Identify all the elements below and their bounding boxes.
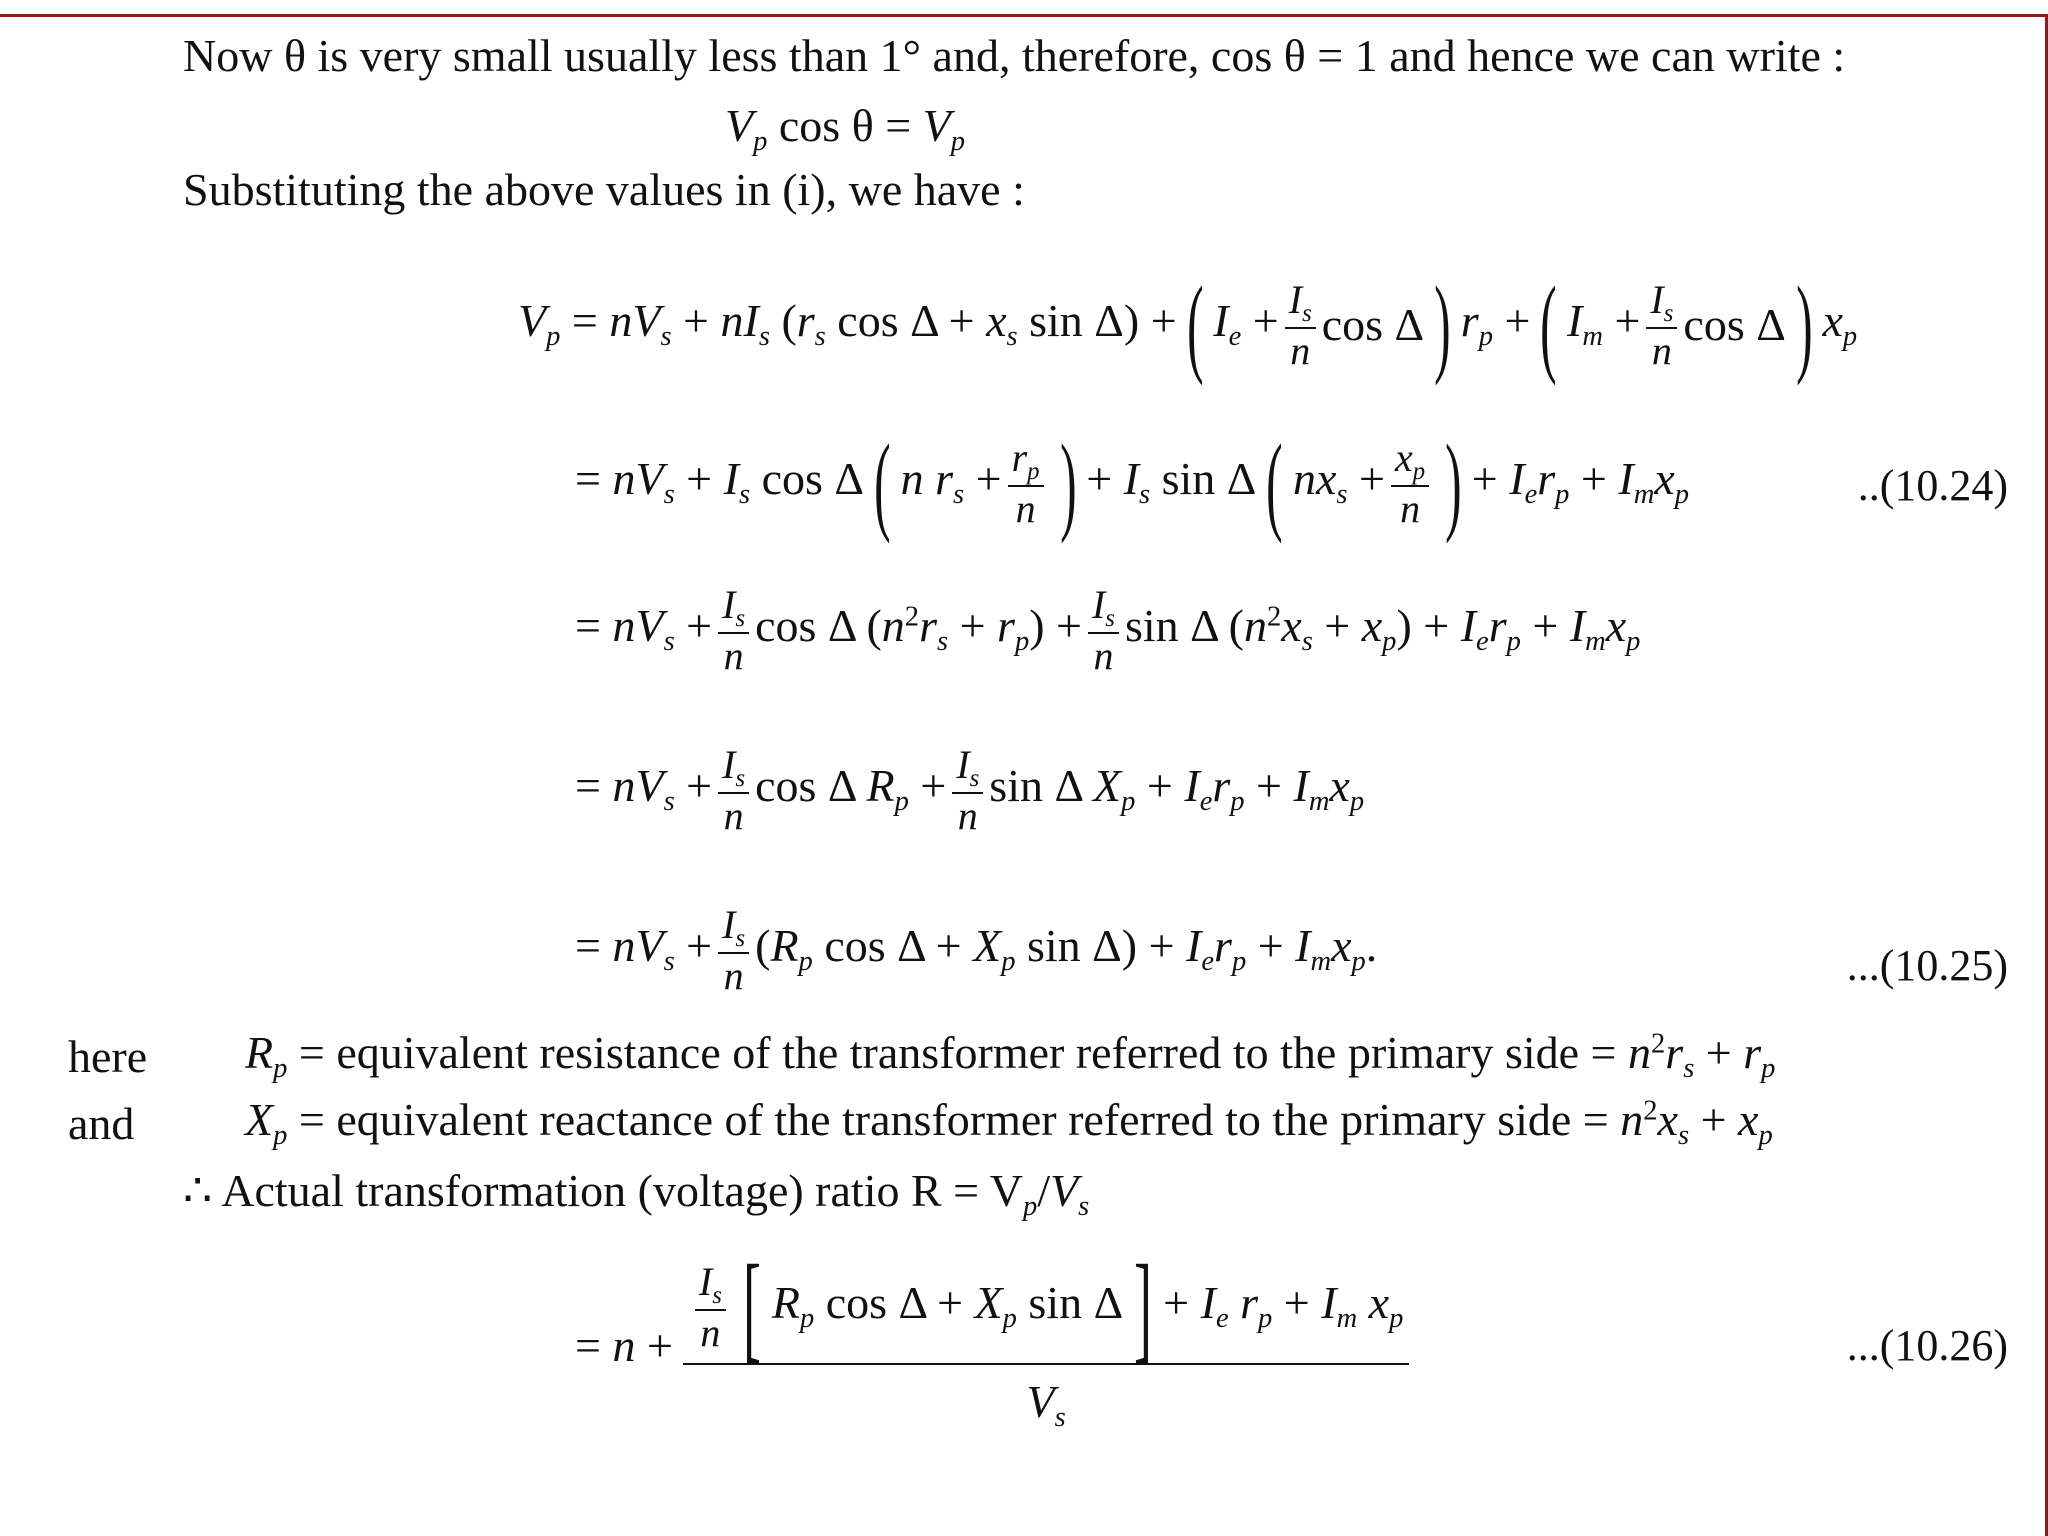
equation-number-10-26: ...(10.26) — [1846, 1321, 2008, 1370]
intro-equation-vp-cos: $V_p$ $\cos \theta = V_p$ — [725, 100, 966, 158]
intro-line-1: Now θ is very small usually less than 1° and, therefore, cos θ = 1 and hence we can write : — [183, 30, 1846, 81]
equation-10-24: = $nV_s + I_s$ cos Δ ( n $r_s$ + $\frac{r_p}{n}$ ) + $I_s$ sin Δ ( $nx_s$ + $\frac{x_p}{n}$ ) + $I_er_p + I_mx_p$ — [575, 422, 1689, 544]
equation-10-25: = $nV_s$ + $\frac{I_s}{n}$ ($R_p$ $\cos \Delta + X_p$ $\sin \Delta) + I_er_p + I_mx_p$. — [575, 901, 1378, 999]
equation-10-26: = n + $\frac{I_s}{n}$ [ $R_p$ $\cos \Delta + X_p$ sin Δ ] + $I_e$ $r_p + I_m$ $x_p$ $V_s$ — [575, 1236, 1409, 1456]
equation-vp-expanded: $V_p = nV_s + nI_s$ ($r_s$ $\cos \Delta + x_s$ sin Δ) + ( $I_e$ + $\frac{I_s}{n}$ cos Δ ) $r_p$ + ( $I_m$ + $\frac{I_s}{n}$ cos Δ ) $x_p$ — [518, 264, 1858, 386]
equation-line-4: = $nV_s$ + $\frac{I_s}{n}$ cos Δ $R_p$ + $\frac{I_s}{n}$ sin Δ $X_p + I_er_p + I_mx_p$ — [575, 741, 1365, 839]
definition-rp: $R_p$ = equivalent resistance of the transformer referred to the primary side = $n^2r_s + r_p$ — [245, 1027, 1776, 1085]
intro-line-3: Substituting the above values in (i), we have : — [183, 164, 1025, 215]
actual-ratio-statement: ∴ Actual transformation (voltage) ratio $R = V_p/V_s$ — [183, 1165, 1090, 1223]
equation-number-10-24: ..(10.24) — [1857, 461, 2008, 510]
definition-xp: $X_p$ = equivalent reactance of the transformer referred to the primary side = $n^2x_s + x_p$ — [245, 1094, 1773, 1152]
label-here: here — [68, 1031, 148, 1082]
equation-line-3: = $nV_s$ + $\frac{I_s}{n}$ cos Δ $(n^2r_s + r_p)$ + $\frac{I_s}{n}$ sin Δ $(n^2x_s + x_p) + I_er_p + I_mx_p$ — [575, 581, 1641, 679]
equation-number-10-25: ...(10.25) — [1846, 941, 2008, 990]
label-and: and — [68, 1098, 135, 1149]
top-border-rule — [0, 14, 2048, 17]
